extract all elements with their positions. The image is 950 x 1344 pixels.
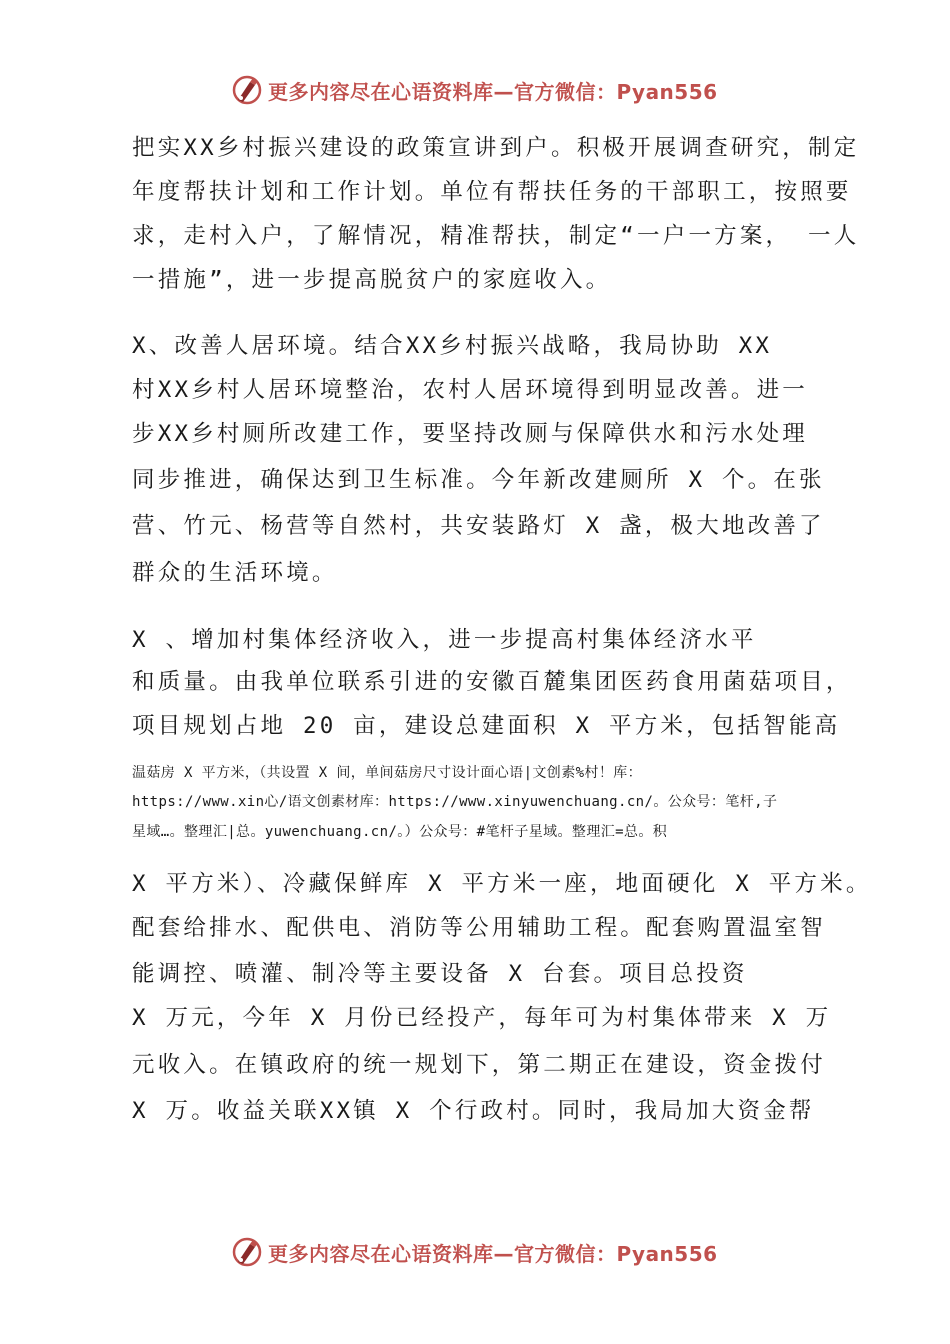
text-line: X 、增加村集体经济收入，进一步提高村集体经济水平 (132, 627, 757, 653)
text-line: 村XX乡村人居环境整治，农村人居环境得到明显改善。进一 (132, 377, 808, 403)
text-line: 把实XX乡村振兴建设的政策宣讲到户。积极开展调查研究，制定 (132, 135, 860, 161)
text-line: 步XX乡村厕所改建工作，要坚持改厕与保障供水和污水处理 (132, 421, 808, 447)
text-line: 求，走村入户，了解情况，精准帮扶，制定“一户一方案， 一人 (132, 223, 860, 249)
watermark-text: 更多内容尽在心语资料库—官方微信：Pyan556 (268, 79, 718, 104)
text-line: 元收入。在镇政府的统一规划下，第二期正在建设，资金拨付 (132, 1052, 826, 1078)
text-line: 群众的生活环境。 (132, 560, 338, 586)
text-line: X 万元，今年 X 月份已经投产，每年可为村集体带来 X 万 (132, 1005, 832, 1031)
watermark-text: 更多内容尽在心语资料库—官方微信：Pyan556 (268, 1241, 718, 1266)
text-line: 配套给排水、配供电、消防等公用辅助工程。配套购置温室智 (132, 915, 826, 941)
text-line: X 万。收益关联XX镇 X 个行政村。同时，我局加大资金帮 (132, 1098, 815, 1124)
text-line: 一措施”，进一步提高脱贫户的家庭收入。 (132, 267, 612, 293)
text-line: 年度帮扶计划和工作计划。单位有帮扶任务的干部职工，按照要 (132, 179, 852, 205)
pen-nib-logo-icon (230, 73, 264, 107)
small-text-line: 星域…。整理汇|总。yuwenchuang.cn/。）公众号：#笔杆子星域。整理汇=总。积 (132, 824, 668, 840)
text-line: 营、竹元、杨营等自然村，共安装路灯 X 盏，极大地改善了 (132, 513, 825, 539)
text-line: 项目规划占地 20 亩，建设总建面积 X 平方米，包括智能高 (132, 713, 841, 739)
watermark-header (230, 70, 730, 110)
small-text-line: 温菇房 X 平方米，（共设置 X 间，单间菇房尺寸设计面心语|文创素%村！库： (132, 765, 643, 781)
text-line: 同步推进，确保达到卫生标准。今年新改建厕所 X 个。在张 (132, 467, 825, 493)
text-line: 能调控、喷灌、制冷等主要设备 X 台套。项目总投资 (132, 961, 748, 987)
text-line: X、改善人居环境。结合XX乡村振兴战略，我局协助 XX (132, 333, 773, 359)
watermark-footer (230, 1232, 730, 1272)
pen-nib-logo-icon (230, 1235, 264, 1269)
small-text-line: https://www.xin心/语文创素材库：https://www.xinyuwenchuang.cn/。公众号：笔杆,子 (132, 794, 778, 810)
text-line: X 平方米）、冷藏保鲜库 X 平方米一座，地面硬化 X 平方米。 (132, 871, 872, 897)
text-line: 和质量。由我单位联系引进的安徽百麓集团医药食用菌菇项目， (132, 669, 852, 695)
